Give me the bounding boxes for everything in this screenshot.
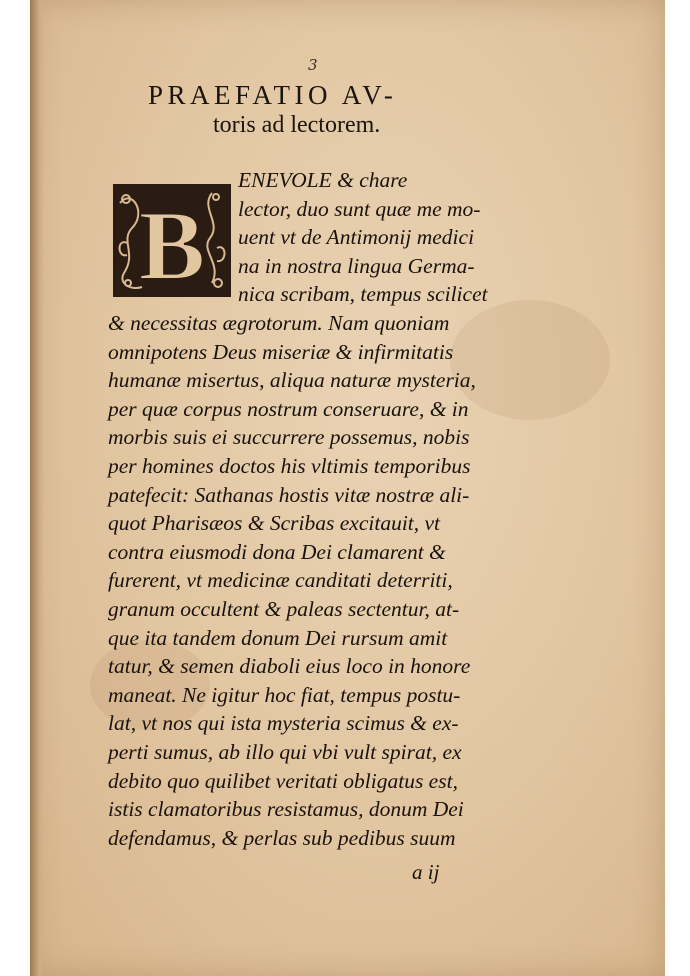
title-line-1: PRAEFATIO AV- [148,80,398,110]
text-line: per homines doctos his vltimis temporibus [108,454,471,478]
text-line: & necessitas ægrotorum. Nam quoniam [108,311,450,335]
text-line: morbis suis ei succurrere possemus, nobis [108,425,470,450]
page-number: 3 [308,56,318,74]
signature-mark: a ij [412,860,440,884]
text-line: quot Pharisæos & Scribas excitauit, vt [108,511,441,536]
text-line: maneat. Ne igitur hoc fiat, tempus postu- [108,682,461,707]
text-line: debito quo quilibet veritati obligatus est, [108,768,458,793]
drop-cap-letter: B [138,190,206,298]
text-line: na in nostra lingua Germa- [238,253,475,278]
text-line: nica scribam, tempus scilicet [238,282,488,307]
text-line: que ita tandem donum Dei rursum amit [108,625,448,650]
body-text [30,0,665,976]
text-line: humanæ misertus, aliqua naturæ mysteria, [108,368,476,393]
text-line: omnipotens Deus miseriæ & infirmitatis [108,339,454,364]
text-line: furerent, vt medicinæ canditati deterriti, [108,568,453,593]
text-line: ENEVOLE & chare [238,168,408,192]
text-line: per quæ corpus nostrum conseruare, & in [108,396,469,421]
book-page [30,0,665,976]
text-line: patefecit: Sathanas hostis vitæ nostræ ali- [108,482,470,507]
text-line: tatur, & semen diaboli eius loco in honore [108,654,471,679]
text-line: lector, duo sunt quæ me mo- [238,196,481,221]
text-line: contra eiusmodi dona Dei clamarent & [108,539,446,564]
text-line: granum occultent & paleas sectentur, at- [108,597,460,621]
title-line-2: toris ad lectorem. [213,112,381,138]
text-line: istis clamatoribus resistamus, donum Dei [108,797,464,822]
text-line: uent vt de Antimonij medici [238,225,475,250]
text-line: perti sumus, ab illo qui vbi vult spirat, ex [108,740,462,764]
text-line: lat, vt nos qui ista mysteria scimus & ex- [108,711,459,736]
text-line: defendamus, & perlas sub pedibus suum [108,825,456,850]
